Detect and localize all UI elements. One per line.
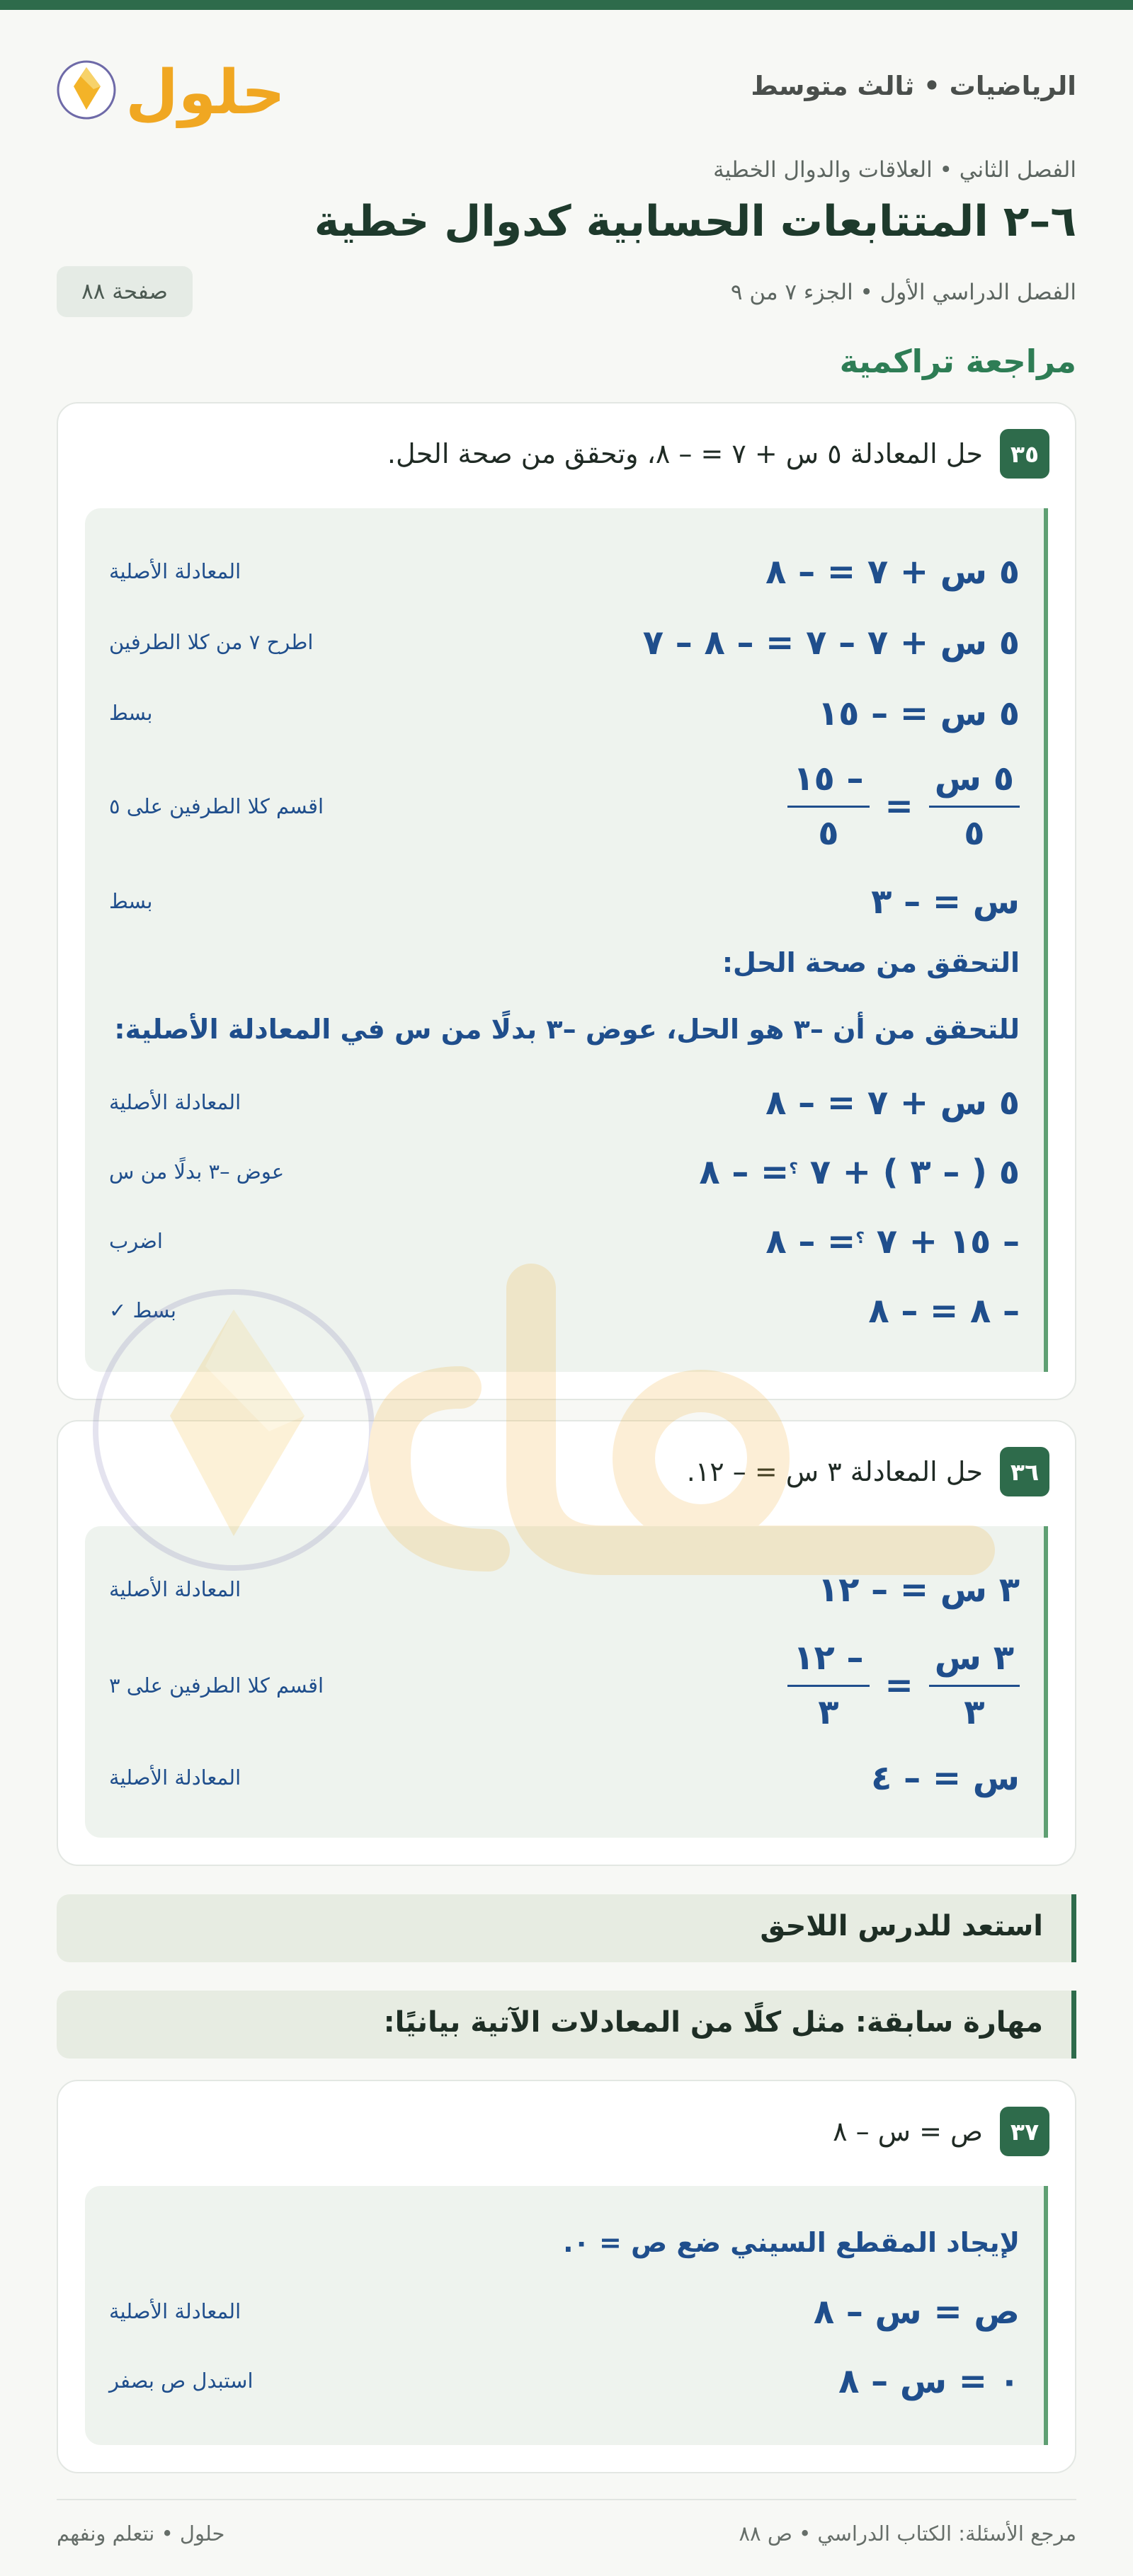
question-text: حل المعادلة ٣ س = – ١٢. <box>686 1456 983 1487</box>
solution-step <box>85 1758 1044 1815</box>
chapter-label: الفصل الثاني • العلاقات والدوال الخطية <box>713 157 1076 183</box>
step-math: ٣ س = – ١٢ <box>817 1570 1020 1610</box>
check-text: للتحقق من أن –٣ هو الحل، عوض –٣ بدلًا من س في المعادلة الأصلية: <box>114 1014 1020 1045</box>
fraction-denominator: ٥ <box>818 813 839 853</box>
solution-step <box>85 2292 1044 2349</box>
hulul-logo-icon <box>57 42 285 134</box>
equals-sign: = <box>884 1665 913 1705</box>
step-note: عوض –٣ بدلًا من س <box>109 1160 285 1184</box>
check-title: التحقق من صحة الحل: <box>722 947 1020 978</box>
question-header <box>833 2107 1049 2156</box>
step-math: س = – ٤ <box>871 1758 1020 1798</box>
brand-subject: الرياضيات • ثالث متوسط <box>751 71 1076 101</box>
solution-step-fraction <box>85 1638 1044 1744</box>
logo-text: حلول <box>125 57 285 128</box>
step-note: بسط <box>109 889 153 913</box>
banner-text: استعد للدرس اللاحق <box>760 1910 1043 1942</box>
check-step <box>85 1291 1044 1348</box>
step-math: ص = س – ٨ <box>813 2292 1020 2332</box>
question-number: ٣٥ <box>1000 429 1049 479</box>
step-math <box>699 1152 1020 1192</box>
step-note: المعادلة الأصلية <box>109 1090 241 1114</box>
step-note: استبدل ص بصفر <box>109 2369 254 2393</box>
solution-step <box>85 2362 1044 2418</box>
page-title: ٦–٢ المتتابعات الحسابية كدوال خطية <box>314 197 1076 246</box>
question-number: ٣٧ <box>1000 2107 1049 2156</box>
step-math: – ٨ = – ٨ <box>868 1291 1020 1331</box>
next-lesson-banner <box>57 1894 1076 1962</box>
question-card-35 <box>57 402 1076 1400</box>
fraction-numerator: – ١٥ <box>787 759 869 808</box>
solution-step <box>85 882 1044 939</box>
question-card-36 <box>57 1420 1076 1866</box>
solution-step <box>85 1570 1044 1627</box>
step-note: اضرب <box>109 1229 163 1253</box>
solution-step <box>85 623 1044 680</box>
check-step <box>85 1083 1044 1140</box>
solution-box <box>85 508 1048 1372</box>
term-label: الفصل الدراسي الأول • الجزء ٧ من ٩ <box>730 280 1076 305</box>
fraction-denominator: ٣ <box>818 1693 839 1732</box>
fraction-left <box>929 759 1020 853</box>
fraction-left <box>929 1638 1020 1732</box>
step-note: اقسم كلا الطرفين على ٣ <box>109 1673 324 1698</box>
step-math: ٥ س + ٧ – ٧ = – ٨ – ٧ <box>642 623 1020 663</box>
step-math: ٥ س = – ١٥ <box>817 694 1020 733</box>
fraction-right <box>787 1638 869 1732</box>
question-mark: ؟ <box>789 1160 799 1178</box>
page-header <box>57 42 1076 134</box>
fraction-equation <box>787 759 1020 853</box>
prior-skill-banner <box>57 1991 1076 2059</box>
top-accent-bar <box>0 0 1133 10</box>
step-note: المعادلة الأصلية <box>109 559 241 583</box>
check-step <box>85 1152 1044 1209</box>
solution-step-fraction <box>85 759 1044 865</box>
step-math: ٥ س + ٧ = – ٨ <box>765 1083 1020 1123</box>
step-note: بسط ✓ <box>109 1298 176 1322</box>
fraction-right <box>787 759 869 853</box>
footer-brand: حلول • نتعلم ونفهم <box>57 2521 225 2546</box>
math-part: ٥ ( – ٣ ) + ٧ <box>809 1152 1020 1192</box>
check-step <box>85 1222 1044 1278</box>
page-badge: صفحة ٨٨ <box>57 266 193 317</box>
solution-step <box>85 552 1044 609</box>
solution-step <box>85 694 1044 750</box>
question-text: ص = س – ٨ <box>833 2116 983 2147</box>
section-title: مراجعة تراكمية <box>839 343 1076 380</box>
fraction-denominator: ٥ <box>964 813 985 853</box>
step-note: المعادلة الأصلية <box>109 1577 241 1601</box>
fraction-numerator: ٣ س <box>929 1638 1020 1687</box>
step-math: س = – ٣ <box>871 882 1020 922</box>
step-note: اقسم كلا الطرفين على ٥ <box>109 794 324 818</box>
question-text: حل المعادلة ٥ س + ٧ = – ٨، وتحقق من صحة الحل. <box>387 438 983 469</box>
fraction-denominator: ٣ <box>964 1693 985 1732</box>
question-header <box>687 1447 1049 1496</box>
math-part: = – ٨ <box>699 1152 790 1192</box>
fraction-numerator: – ١٢ <box>787 1638 869 1687</box>
step-math: ٥ س + ٧ = – ٨ <box>765 552 1020 592</box>
math-part: = – ٨ <box>765 1222 856 1261</box>
footer-divider <box>57 2499 1076 2500</box>
fraction-numerator: ٥ س <box>929 759 1020 808</box>
solution-intro: لإيجاد المقطع السيني ضع ص = ٠. <box>563 2227 1020 2258</box>
footer-reference: مرجع الأسئلة: الكتاب الدراسي • ص ٨٨ <box>739 2521 1076 2546</box>
question-card-37 <box>57 2080 1076 2473</box>
step-note: المعادلة الأصلية <box>109 2299 241 2323</box>
step-math: ٠ = س – ٨ <box>838 2362 1020 2401</box>
question-mark: ؟ <box>855 1230 865 1247</box>
step-math <box>765 1222 1020 1261</box>
solution-box <box>85 2186 1048 2445</box>
question-number: ٣٦ <box>1000 1447 1049 1496</box>
banner-text: مهارة سابقة: مثل كلًا من المعادلات الآتية بيانيًا: <box>383 2006 1043 2039</box>
math-part: – ١٥ + ٧ <box>876 1222 1020 1261</box>
equals-sign: = <box>884 786 913 826</box>
step-note: بسط <box>109 701 153 725</box>
step-note: المعادلة الأصلية <box>109 1765 241 1790</box>
question-header <box>387 429 1049 479</box>
step-note: اطرح ٧ من كلا الطرفين <box>109 630 314 654</box>
fraction-equation <box>787 1638 1020 1732</box>
solution-box <box>85 1526 1048 1838</box>
